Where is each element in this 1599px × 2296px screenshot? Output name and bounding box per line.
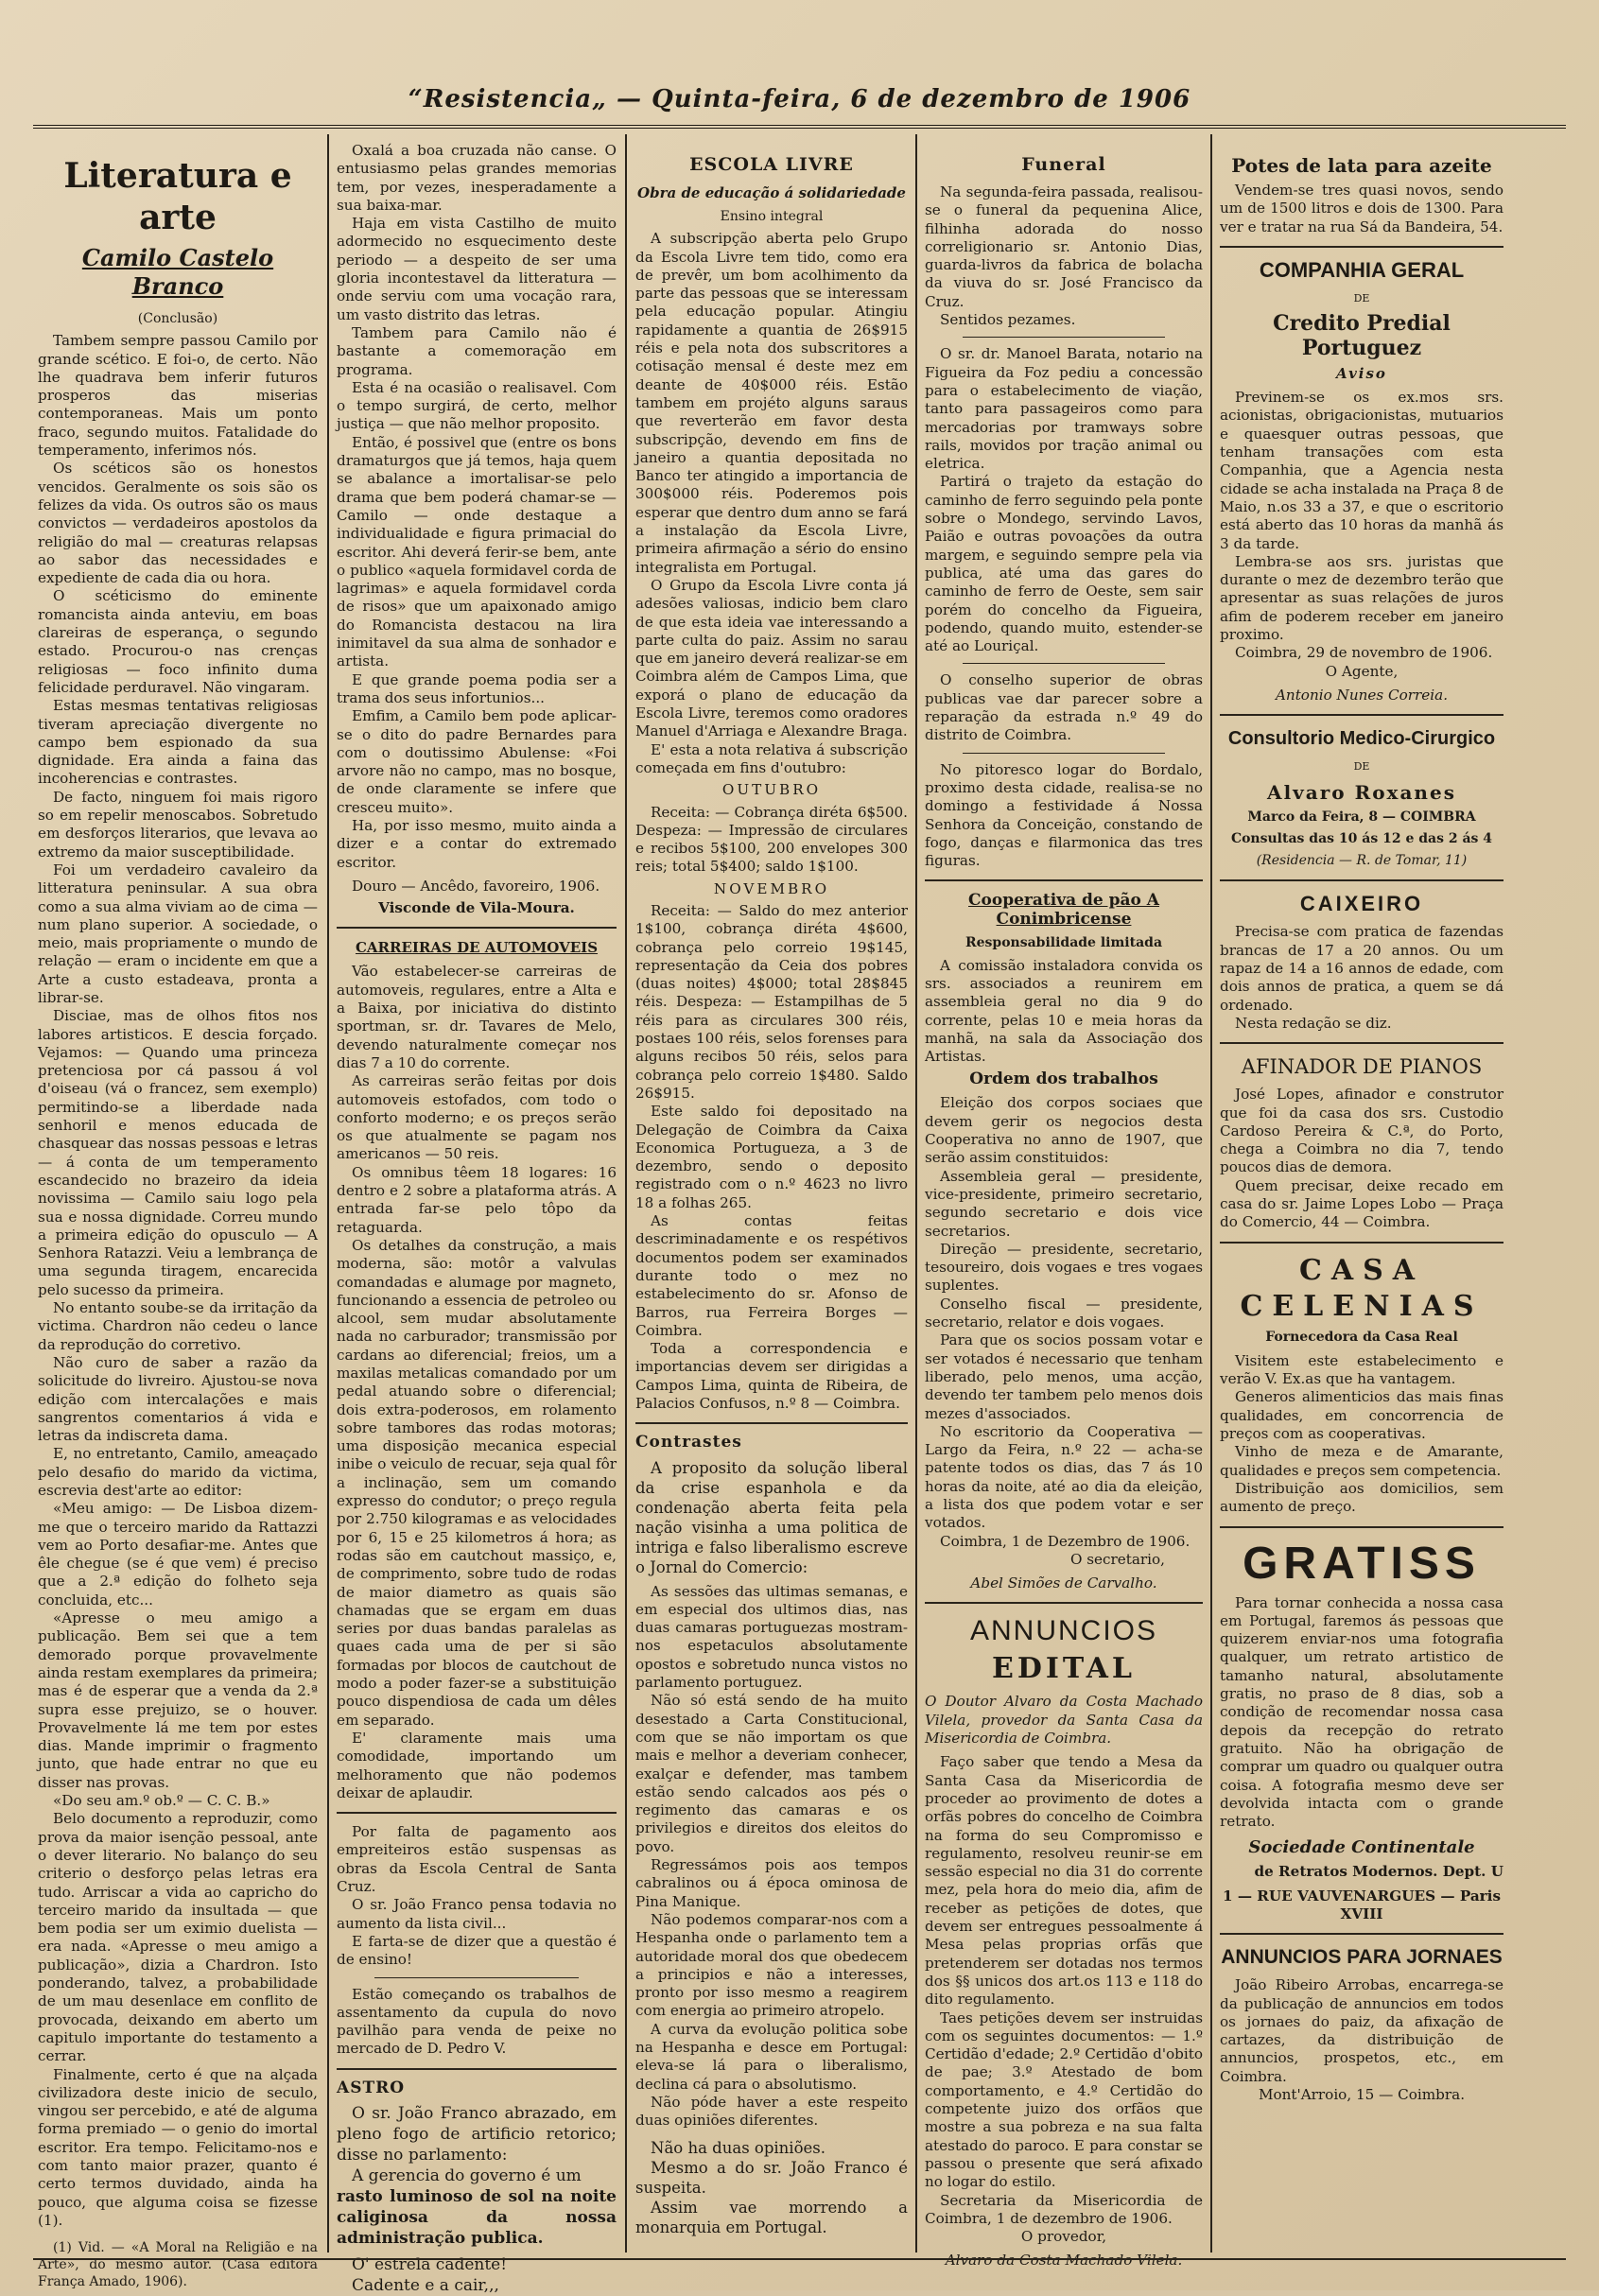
- paragraph: Assembleia geral — presidente, vice-presidente, primeiro secretario, segundo secretario e dois vice secretarios.: [925, 1167, 1203, 1240]
- place-date: Douro — Ancêdo, favoreiro, 1906.: [352, 877, 600, 895]
- column-anuncios: [1220, 142, 1503, 2251]
- paragraph: O sr. João Franco pensa todavia no aumento da lista civil...: [337, 1896, 617, 1932]
- paragraph: Foi um verdadeiro cavaleiro da litteratura peninsular. A sua obra como a sua alma viviam ao de cima — num plano superior. A sociedade, o meio, mais propriamente o mundo de relação — eram o incidente em que a Arte a custo estadeava, pronta a librar-se.: [38, 861, 318, 1006]
- coop-title: Cooperativa de pão A Conimbricense: [968, 891, 1159, 930]
- paragraph: José Lopes, afinador e construtor que foi da casa dos srs. Custodio Cardoso Pereira & C.ª, do Porto, chega a Coimbra no dia 7, tendo poucos dias de demora.: [1220, 1086, 1503, 1176]
- casa-title: CASA CELENIAS: [1240, 1253, 1484, 1323]
- paragraph: Emfim, a Camilo bem pode aplicar-se o dito do padre Bernardes para com o doutissimo Abulense: «Foi arvore não no campo, mas no bosque, de onde claramente se infere que cresceu muito».: [337, 707, 617, 816]
- paragraph: Vão estabelecer-se carreiras de automoveis, regulares, entre a Alta e a Baixa, por iniciativa do distinto sportman, sr. dr. Tavares de Melo, devendo naturalmente começar nos dias 7 a 10 do corrente.: [337, 963, 617, 1071]
- annuncios-title: ANNUNCIOS: [969, 1615, 1157, 1647]
- paragraph: Quem precisar, deixe recado em casa do sr. Jaime Lopes Lobo — Praça do Comercio, 44 — Coimbra.: [1220, 1176, 1503, 1231]
- paragraph: Toda a correspondencia e importancias devem ser dirigidas a Campos Lima, quinta de Ribeira, de Palacios Confusos, n.º 8 — Coimbra.: [635, 1340, 908, 1412]
- paragraph: Conselho fiscal — presidente, secretario, relator e dois vogaes.: [925, 1295, 1203, 1331]
- consultorio-de: DE: [1353, 760, 1370, 774]
- jornaes-title: ANNUNCIOS PARA JORNAES: [1221, 1946, 1503, 1969]
- paragraph: Tambem sempre passou Camilo por grande scético. E foi-o, de certo. Não lhe quadrava bem inferir futuros prosperos das miserias contemporaneas. Mais um ponto fraco, segundo muitos. Fatalidade do temperamento, inferimos nós.: [38, 332, 318, 460]
- paragraph: Finalmente, certo é que na alçada civilizadora deste inicio de seculo, vingou ser percebido, e até de alguma forma premiado — o genio do imortal escritor. Era tempo. Felicitamo-nos e com tanto maior prazer, quanto é certo termos duvidado, ainda ha pouco, que alguma coisa se fizesse (1).: [38, 2065, 318, 2229]
- paragraph: Não póde haver a este respeito duas opiniões diferentes.: [635, 2093, 908, 2130]
- paragraph: Belo documento a reproduzir, como prova da maior isenção pessoal, ante o dever literario. No balanço do seu criterio o desforço pelas letras era tudo. Arriscar a vida ao capricho do terceiro marido da insultada — que bem podia ser um eximio duelista — era nada. «Apresse o meu amigo a publicação», dizia a Chardron. Isto ponderando, talvez, a probabilidade de um mau desenlace em conflito de provocada, deixando em aberto um capitulo importante do testamento a cerrar.: [38, 1810, 318, 2065]
- divider: [963, 337, 1165, 338]
- agente-signature: Antonio Nunes Correia.: [1275, 686, 1449, 704]
- column-rule: [915, 134, 917, 2253]
- paragraph: Ha, por isso mesmo, muito ainda a dizer e a contar do extremado escritor.: [337, 816, 617, 871]
- paragraph: Os detalhes da construção, a mais moderna, são: motôr a valvulas comandadas e alumage por magneto, funcionando a essencia de petroleo ou alcool, sem mudar absolutamente nada no carburador; transmissão por cardans ao diferencial; freios, um a maxilas metalicas comandado por um pedal atuando sobre o diferencial; dois extra-poderosos, em rolamento sobre tambores das rodas motoras; uma disposição mecanica especial inibe o veiculo de recuar, seja qual fôr a inclinação, sem um comando expresso do condutor; o preço regula por 2.750 kilogramas e as velocidades por 6, 15 e 25 kilometros á hora; as rodas são em cautchout massiço, e, de comprimento, sobre tudo de rodas de maior diametro as quais são chamadas que se ergam em duas series por duas bandas paralelas as quaes cada uma de per si são formadas por blocos de cautchout de modo a poder fazer-se a substituição pouco dispendiosa de cada um dêles em separado.: [337, 1236, 617, 1729]
- sociedade-name: Sociedade Continentale: [1248, 1837, 1475, 1858]
- escola-subtitle: Obra de educação á solidariedade: [637, 184, 906, 201]
- ordem-title: Ordem dos trabalhos: [969, 1070, 1158, 1089]
- contrastes-title: Contrastes: [635, 1433, 742, 1452]
- paragraph: As carreiras serão feitas por dois automoveis estofados, com todo o conforto moderno; e os preços serão os que atualmente se pagam nos americanos — 50 reis.: [337, 1072, 617, 1163]
- doctor-name: Alvaro Roxanes: [1267, 780, 1456, 804]
- consultas-hours: Consultas das 10 ás 12 e das 2 ás 4: [1230, 830, 1493, 846]
- automoveis-title: CARREIRAS DE AUTOMOVEIS: [355, 939, 599, 957]
- paragraph: Não podemos comparar-nos com a Hespanha onde o parlamento tem a autoridade moral dos que obedecem a principios e não a interesses, pronto por isso mesmo a reagirem com energia ao primeiro atropelo.: [635, 1910, 908, 2020]
- paragraph: Estão começando os trabalhos de assentamento da cupula do novo pavilhão para venda de peixe no mercado de D. Pedro V.: [337, 1985, 617, 2058]
- consultorio-address: Marco da Feira, 8 — COIMBRA: [1247, 809, 1476, 825]
- divider: [1220, 246, 1503, 248]
- aviso-title: Aviso: [1336, 365, 1387, 383]
- column-literatura-cont: [337, 142, 617, 2295]
- paragraph: Os omnibus têem 18 logares: 16 dentro e 2 sobre a plataforma atrás. A entrada far-se pelo tôpo da retaguarda.: [337, 1163, 617, 1236]
- divider: [925, 879, 1203, 881]
- month-heading: NOVEMBRO: [713, 879, 830, 897]
- paragraph: No pitoresco logar do Bordalo, proximo desta cidade, realisa-se no domingo a festividade á Nossa Senhora da Conceição, constando de fogo, danças e filarmonica das tres figuras.: [925, 760, 1203, 870]
- article-title: Camilo Castelo Branco: [81, 244, 274, 300]
- companhia-name: Credito Predial Portuguez: [1273, 311, 1451, 361]
- paragraph: Sentidos pezames.: [940, 311, 1076, 329]
- paragraph: O conselho superior de obras publicas vae dar parecer sobre a reparação da estrada n.º 49 do distrito de Coimbra.: [925, 671, 1203, 744]
- paragraph: Precisa-se com pratica de fazendas brancas de 17 a 20 annos. Ou um rapaz de 14 a 16 annos de edade, com dois annos de pratica, a quem se dá ordenado.: [1220, 923, 1503, 1014]
- divider: [963, 663, 1165, 664]
- column-rule: [1210, 134, 1212, 2253]
- paragraph: Oxalá a boa cruzada não canse. O entusiasmo pelas grandes memorias tem, por vezes, inesperadamente a sua baixa-mar.: [337, 142, 617, 214]
- column-noticias: [925, 142, 1203, 2270]
- coop-signature: Abel Simões de Carvalho.: [970, 1574, 1157, 1592]
- paragraph: Estas mesmas tentativas religiosas tiveram apreciação divergente no campo bem espionado da sua dignidade. Era ainda a faina das incoherencias e contrastes.: [38, 697, 318, 788]
- paragraph: As sessões das ultimas semanas, e em especial dos ultimos dias, nas duas camaras portuguezas mostram-nos espetaculos absolutamente opostos e sobretudo nunca vistos no parlamento portuguez.: [635, 1582, 908, 1692]
- paragraph: Regressámos pois aos tempos cabralinos ou á época ominosa de Pina Manique.: [635, 1856, 908, 1910]
- paragraph: Nesta redação se diz.: [1235, 1014, 1392, 1032]
- paragraph: Não curo de saber a razão da solicitude do livreiro. Ajustou-se nova edição com intercalações e mais sangrentos comentarios á vida e letras da indiscreta dama.: [38, 1353, 318, 1445]
- caixeiro-title: CAIXEIRO: [1299, 892, 1424, 916]
- paragraph: Esta é na ocasião o realisavel. Com o tempo surgirá, de certo, melhor justiça — que não melhor proposito.: [337, 378, 617, 433]
- paragraph: Vinho de meza e de Amarante, qualidades e preços sem competencia.: [1220, 1443, 1503, 1479]
- vauvenargues-line: 1 — RUE VAUVENARGUES — Paris XVIII: [1222, 1887, 1502, 1922]
- divider: [374, 1977, 579, 1978]
- paragraph: Generos alimenticios das mais finas qualidades, em concorrencia de preços com as cooperativas.: [1220, 1388, 1503, 1443]
- paragraph: Secretaria da Misericordia de Coimbra, 1 de dezembro de 1906.: [925, 2191, 1203, 2227]
- divider: [1220, 1526, 1503, 1528]
- escola-sub2: Ensino integral: [720, 209, 824, 224]
- paragraph: No entanto soube-se da irritação da victima. Chardron não cedeu o lance da reprodução do corretivo.: [38, 1299, 318, 1353]
- paragraph: O sr. João Franco abrazado, em pleno fogo de artificio retorico; disse no parlamento:: [337, 2103, 617, 2165]
- divider: [337, 2068, 617, 2070]
- column-escola-livre: [635, 142, 908, 2251]
- paragraph: Faço saber que tendo a Mesa da Santa Casa da Misericordia de proceder ao provimento de dotes a orfãs pobres do concelho de Coimbra na forma do seu Compromisso e regulamento, resolveu reunir-se em sessão especial no dia 31 do corrente mez, pela hora do meio dia, afim de receber as petições de dotes, que devem ser entregues pessoalmente á Mesa pelas proprias orfãs que pretenderem ser dotadas nos termos dos §§ unicos dos art.os 113 e 118 do dito regulamento.: [925, 1753, 1203, 2009]
- paragraph: Para que os socios possam votar e ser votados é necessario que tenham liberado, pelo menos, uma acção, devendo ter tambem pelo menos dois mezes d'associados.: [925, 1331, 1203, 1422]
- jornaes-address: Mont'Arroio, 15 — Coimbra.: [1258, 2086, 1466, 2104]
- paragraph: Lembra-se aos srs. juristas que durante o mez de dezembro terão que apresentar as suas relações de juros afim de poderem receber em janeiro proximo.: [1220, 552, 1503, 644]
- fornecedora: Fornecedora da Casa Real: [1265, 1329, 1458, 1345]
- paragraph: Visitem este estabelecimento e verão V. Ex.as que ha vantagem.: [1220, 1351, 1503, 1388]
- paragraph: Previnem-se os ex.mos srs. acionistas, obrigacionistas, mutuarios e quaesquer outras pessoas, que tenham transações com esta Companhia, que a Agencia nesta cidade se acha instalada na Praça 8 de Maio, n.os 33 a 37, e que o escritorio está aberto das 10 horas da manhã ás 3 da tarde.: [1220, 389, 1503, 552]
- paragraph: A comissão instaladora convida os srs. associados a reunirem em assembleia geral no dia 9 do corrente, pelas 10 e meia horas da manhã, na sala da Associação dos Artistas.: [925, 956, 1203, 1066]
- provedor-signature: Alvaro da Costa Machado Vilela.: [945, 2252, 1183, 2270]
- bottom-rule: [33, 2258, 1566, 2260]
- paragraph: E' claramente mais uma comodidade, importando um melhoramento que não podemos deixar de aplaudir.: [337, 1729, 617, 1801]
- paragraph: A proposito da solução liberal da crise espanhola e da condenação aberta feita pela nação visinha a uma politica de intriga e falso liberalismo escreve o Jornal do Comercio:: [635, 1458, 908, 1576]
- paragraph: Haja em vista Castilho de muito adormecido no esquecimento deste periodo — a despeito de ser uma gloria incontestavel da litteratura — onde serviu com uma vocação rara, um vasto distrito das letras.: [337, 215, 617, 323]
- astro-title: ASTRO: [337, 2078, 406, 2097]
- companhia-title: COMPANHIA GERAL: [1259, 257, 1465, 282]
- paragraph: Eleição dos corpos sociaes que devem gerir os negocios desta Cooperativa no anno de 1907, que serão assim constituidos:: [925, 1094, 1203, 1167]
- divider: [1220, 1242, 1503, 1244]
- paragraph: Então, é possivel que (entre os bons dramaturgos que já temos, haja quem se abalance a imortalisar-se pelo drama que bem poderá chamar-se — Camilo — onde destaque a individualidade e figura primacial do escritor. Ahi deverá ferir-se bem, ante o publico «aquela formidavel corda de lagrimas» e aquela formidavel corda de risos» que um apaixonado amigo do Romancista destacou na lira inimitavel da sua alma de sonhador e artista.: [337, 433, 617, 670]
- paragraph: O Grupo da Escola Livre conta já adesões valiosas, indicio bem claro de que esta ideia vae interessando a parte culta do paiz. Assim no sarau que em janeiro deverá realizar-se em Coimbra além de Campos Lima, que exporá o plano de educação da Escola Livre, teremos como oradores Manuel d'Arriaga e Alexandre Braga.: [635, 576, 908, 740]
- conclusion-label: (Conclusão): [137, 311, 218, 326]
- masthead: “Resistencia„ — Quinta-feira, 6 de dezembro de 1906: [408, 85, 1191, 113]
- paragraph: No escritorio da Cooperativa — Largo da Feira, n.º 22 — acha-se patente todos os dias, das 7 ás 10 horas da noite, até ao dia da eleição, a lista dos que podem votar e ser votados.: [925, 1422, 1203, 1532]
- provedor-label: O provedor,: [1020, 2228, 1107, 2246]
- funeral-title: Funeral: [1021, 154, 1106, 175]
- paragraph: Não só está sendo de ha muito desestado a Carta Constitucional, com que se não importam os que mais e melhor a deveriam conhecer, exalçar e defender, mas tambem estão sendo calcados aos pés o regimento das camaras e os privilegios e direitos dos eleitos do povo.: [635, 1692, 908, 1855]
- divider: [337, 1812, 617, 1814]
- section-title: Literatura e arte: [63, 156, 292, 237]
- paragraph: Taes petições devem ser instruidas com os seguintes documentos: — 1.º Certidão d'edade; 2.º Certidão d'obito de pae; 3.º Atestado de bom comportamento, e 4.º Certidão do competente juizo dos orfãos que mostre a sua pobreza e na sua falta atestado do paroco. E para constar se passou o presente que será afixado no logar do estilo.: [925, 2009, 1203, 2191]
- paragraph: Para tornar conhecida a nossa casa em Portugal, faremos ás pessoas que quizerem enviar-nos uma fotografia qualquer, um retrato artistico de tamanho natural, absolutamente gratis, no praso de 8 dias, sob a condição de recomendar nossa casa depois da recepção do retrato gratuito. Não ha obrigação de comprar um quadro ou qualquer outra coisa. A fotografia mesmo deve ser devolvida intacta com o grande retrato.: [1220, 1593, 1503, 1831]
- paragraph: Disciae, mas de olhos fitos nos labores artisticos. E descia forçado. Vejamos: — Quando uma princeza pretenciosa por cá passou á vol d'oiseau (vá o francez, sem exemplo) permitindo-se a liberdade nada senhoril e menos educada de chasquear das nossas pessoas e letras — á conta de um temperamento escandecido no brazeiro da ideia novissima — Camilo saiu logo pela sua e nossa dignidade. Correu mundo a primeira edição do opusculo — A Senhora Ratazzi. Veiu a lembrança de uma segunda tiragem, encarecida pelo sucesso da primeira.: [38, 1007, 318, 1298]
- afinador-title: AFINADOR DE PIANOS: [1241, 1055, 1483, 1079]
- paragraph: Direção — presidente, secretario, tesoureiro, dois vogaes e tres vogaes suplentes.: [925, 1240, 1203, 1295]
- divider: [1220, 1042, 1503, 1044]
- paragraph: As contas feitas descriminadamente e os respétivos documentos podem ser examinados durante todo o mez no estabelecimento do sr. Afonso de Barros, rua Ferreira Borges — Coimbra.: [635, 1212, 908, 1339]
- paragraph: E, no entretanto, Camilo, ameaçado pelo desafio do marido da victima, escrevia dest'arte ao editor:: [38, 1445, 318, 1499]
- paragraph: E farta-se de dizer que a questão é de ensino!: [337, 1932, 617, 1969]
- paragraph: E que grande poema podia ser a trama dos seus infortunios...: [337, 670, 617, 706]
- divider: [337, 927, 617, 929]
- retratos-line: de Retratos Modernos. Dept. U: [1254, 1863, 1503, 1881]
- paragraph: Receita: — Cobrança diréta 6$500. Despeza: — Impressão de circulares e recibos 5$100, 200 envelopes 300 reis; total 5$400; saldo 1$100.: [635, 803, 908, 876]
- paragraph: A subscripção aberta pelo Grupo da Escola Livre tem tido, como era de prevêr, um bom acolhimento da parte das pessoas que se interessam pela educação popular. Atingiu rapidamente a quantia de 26$915 réis e pela nota dos subscritores a cotisação mensal é deste mez em deante de 40$000 réis. Estão tambem em projéto alguns saraus que reverterão em favor desta subscripção, devendo em fins de janeiro a quantia depositada no Banco ter atingido a importancia de 300$000 réis. Poderemos pois esperar que dentro dum anno se fará a instalação da Escola Livre, primeira afirmação a sério do ensino integralista em Portugal.: [635, 230, 908, 576]
- paragraph: «Meu amigo: — De Lisboa dizem-me que o terceiro marido da Rattazzi vem ao Porto desafiar-me. Antes que êle chegue (se é que vem) é preciso que a 2.ª edição do folheto seja concluida, etc...: [38, 1500, 318, 1609]
- paragraph: João Ribeiro Arrobas, encarrega-se da publicação de annuncios em todos os jornaes do paiz, da afixação de cartazes, da distribuição de annuncios, prospetos, etc., em Coimbra.: [1220, 1976, 1503, 2085]
- edital-title: EDITAL: [992, 1652, 1136, 1686]
- paragraph: Vendem-se tres quasi novos, sendo um de 1500 litros e dois de 1300. Para ver e tratar na rua Sá da Bandeira, 54.: [1220, 182, 1503, 235]
- paragraph: Assim vae morrendo a monarquia em Portugal.: [635, 2198, 908, 2236]
- footnote: (1) Vid. — «A Moral na Religião e na Arte», do mesmo autor. (Casa editora França Amado, 1906).: [38, 2240, 318, 2290]
- divider: [1220, 714, 1503, 716]
- paragraph: «Do seu am.º ob.º — C. C. B.»: [53, 1792, 270, 1810]
- signature: Visconde de Vila-Moura.: [378, 899, 575, 917]
- paragraph: Distribuição aos domicilios, sem aumento de preço.: [1220, 1479, 1503, 1516]
- paragraph: Na segunda-feira passada, realisou-se o funeral da pequenina Alice, filhinha adorada do nosso correligionario sr. Antonio Dias, guarda-livros da fabrica de bolacha da viuva do sr. José Francisco da Cruz.: [925, 183, 1203, 310]
- paragraph: Coimbra, 29 de novembro de 1906.: [1235, 644, 1493, 662]
- paragraph: A curva da evolução politica sobe na Hespanha e desce em Portugal: eleva-se lá para o liberalismo, declina cá para o absolutismo.: [635, 2020, 908, 2093]
- escola-title: ESCOLA LIVRE: [689, 154, 854, 175]
- gratis-title: GRATISS: [1243, 1538, 1481, 1589]
- paragraph: Este saldo foi depositado na Delegação de Coimbra da Caixa Economica Portugueza, a 3 de dezembro, sendo o deposito registrado com o n.º 4623 no livro 18 a folhas 265.: [635, 1103, 908, 1211]
- column-rule: [625, 134, 627, 2253]
- consultorio-title: Consultorio Medico-Cirurgico: [1227, 728, 1496, 750]
- paragraph: Por falta de pagamento aos empreiteiros estão suspensas as obras da Escola Central de Santa Cruz.: [337, 1823, 617, 1896]
- companhia-de: DE: [1353, 291, 1370, 304]
- paragraph: Coimbra, 1 de Dezembro de 1906.: [940, 1532, 1191, 1550]
- divider: [925, 1602, 1203, 1604]
- potes-title: Potes de lata para azeite: [1231, 154, 1492, 177]
- paragraph: O sr. dr. Manoel Barata, notario na Figueira da Foz pediu a concessão para o estabelecimento de viação, tanto para passageiros como para mercadorias por tramways sobre rails, movidos por tração animal ou eletrica.: [925, 345, 1203, 473]
- paragraph: «Apresse o meu amigo a publicação. Bem sei que a tem demorado porque provavelmente ainda restam exemplares da primeira; mas é de esperar que a venda da 2.ª supra esse prejuizo, se o houver. Provavelmente lá me tem por estes dias. Mande imprimir o fragmento junto, que hade entrar no que eu disser nas provas.: [38, 1609, 318, 1791]
- residencia: (Residencia — R. de Tomar, 11): [1256, 853, 1468, 869]
- divider: [1220, 879, 1503, 881]
- column-rule: [327, 134, 329, 2253]
- paragraph: Tambem para Camilo não é bastante a comemoração em programa.: [337, 323, 617, 378]
- agente-label: O Agente,: [1325, 662, 1399, 680]
- paragraph: Os scéticos são os honestos vencidos. Geralmente os sois são os felizes da vida. Os outros são os maus convictos — verdadeiros apostolos da religião do mal — creaturas relapsas ao sabor das necessidades e expediente de cada dia ou hora.: [38, 460, 318, 587]
- divider: [1220, 1933, 1503, 1935]
- paragraph: O' estrela cadente!: [352, 2254, 508, 2274]
- coop-sub: Responsabilidade limitada: [965, 935, 1163, 951]
- month-heading: OUTUBRO: [721, 781, 822, 799]
- paragraph: Cadente e a cair,,,: [352, 2275, 499, 2295]
- paragraph: O scéticismo do eminente romancista ainda anteviu, em boas clareiras de esperança, o segundo estado. Procurou-o nas crenças religiosas — foco infinito duma felicidade perduravel. Não vingaram.: [38, 587, 318, 696]
- coop-secretario: O secretario,: [1069, 1550, 1165, 1568]
- top-rule: [33, 125, 1566, 129]
- divider: [963, 753, 1165, 754]
- astro-quote: rasto luminoso de sol na noite caliginosa da nossa administração publica.: [337, 2186, 617, 2248]
- divider: [635, 1422, 908, 1424]
- paragraph: Mesmo a do sr. João Franco é suspeita.: [635, 2158, 908, 2197]
- paragraph: Partirá o trajeto da estação do caminho de ferro seguindo pela ponte sobre o Mondego, servindo Lavos, Paião e outras povoações da outra margem, e seguindo sempre pela via publica, até uma das gares do caminho de ferro de Oeste, sem sair porém do concelho da Figueira, podendo, quando muito, estender-se até ao Louriçal.: [925, 473, 1203, 655]
- paragraph: A gerencia do governo é um: [352, 2166, 582, 2185]
- paragraph: Receita: — Saldo do mez anterior 1$100, cobrança diréta 4$600, cobrança pelo correio 19$145, representação da Ceia dos pobres (duas noites) 4$000; total 28$845 réis. Despeza: — Estampilhas de 5 réis para as circulares 300 réis, postaes 100 réis, selos forenses para alguns recibos 50 réis, selos para cobrança pelo correio 1$480. Saldo 26$915.: [635, 901, 908, 1102]
- paragraph: De facto, ninguem foi mais rigoro so em repelir menoscabos. Sobretudo em desforços literarios, que levava ao extremo da maior susceptibilidade.: [38, 788, 318, 861]
- paragraph: E' esta a nota relativa á subscrição começada em fins d'outubro:: [635, 740, 908, 776]
- edital-head: O Doutor Alvaro da Costa Machado Vilela, provedor da Santa Casa da Misericordia de Coimbra.: [925, 1693, 1203, 1748]
- paragraph: Não ha duas opiniões.: [651, 2138, 826, 2157]
- column-literatura: [38, 142, 318, 2290]
